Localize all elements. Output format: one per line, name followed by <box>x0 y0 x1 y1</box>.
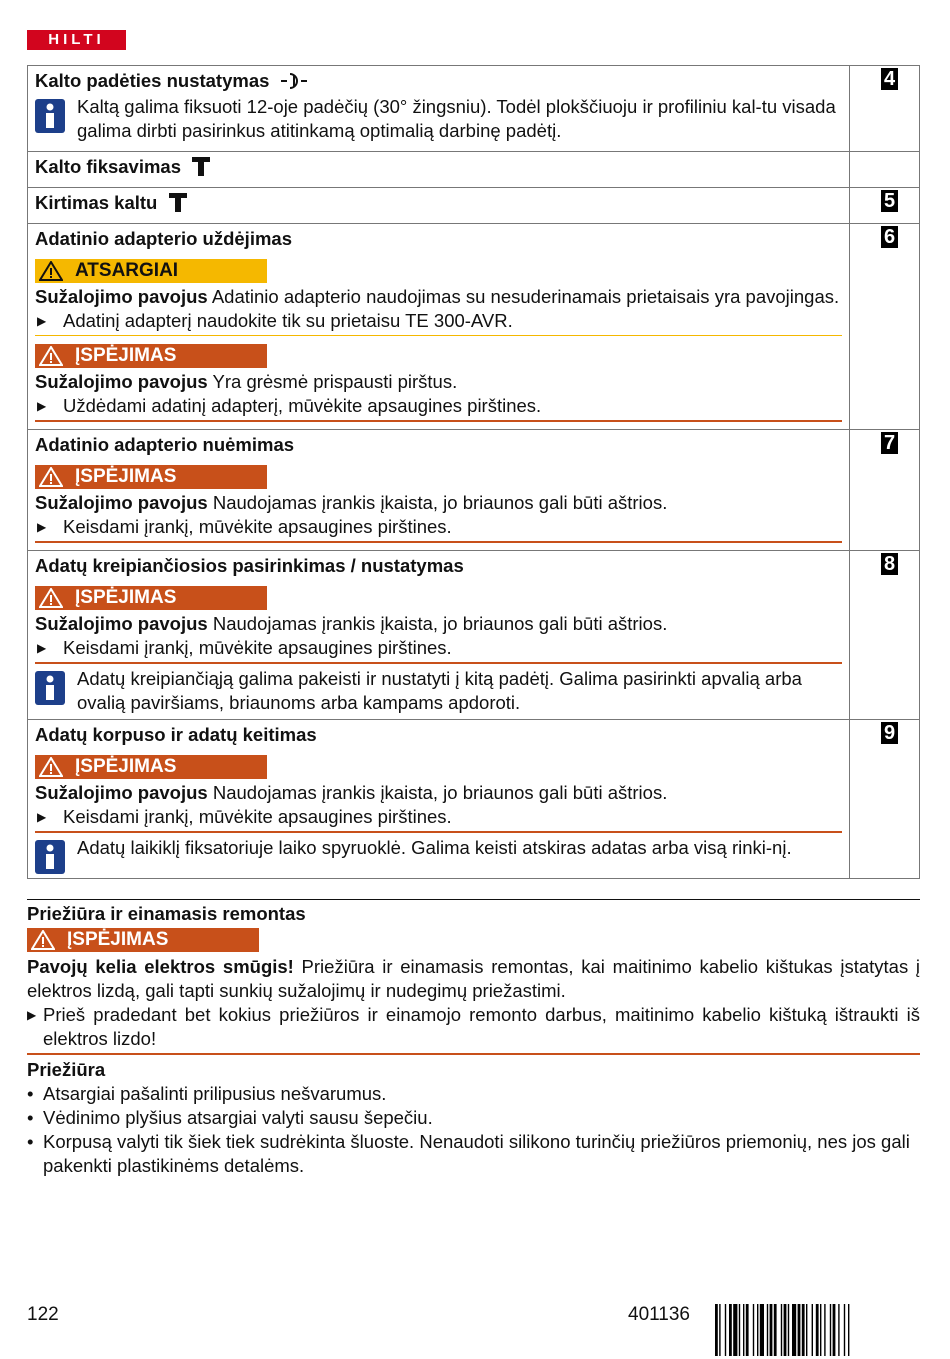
action-item <box>35 515 842 539</box>
step-content <box>28 430 850 551</box>
figure-cell <box>850 720 920 879</box>
list-item-text: Korpusą valyti tik šiek tiek sudrėkinta šluoste. Nenaudoti silikono turinčių priežiūros priemonių, nes jos gali pakenkti plastikinėms detalėms. <box>43 1131 910 1176</box>
figure-cell <box>850 551 920 720</box>
warning-divider <box>27 1053 920 1055</box>
info-note <box>35 667 842 715</box>
warning-lead: Sužalojimo pavojus <box>35 782 208 803</box>
warning-badge <box>35 586 267 610</box>
action-text: Keisdami įrankį, mūvėkite apsaugines pirštines. <box>63 637 452 658</box>
warning-label: ĮSPĖJIMAS <box>75 345 177 366</box>
step-content <box>28 224 850 430</box>
info-icon <box>35 671 65 705</box>
logo-text: HILTI <box>48 31 105 48</box>
warning-badge <box>35 755 267 779</box>
step-content <box>28 551 850 720</box>
barcode-icon <box>715 1304 920 1356</box>
barcode-bar <box>806 1304 807 1356</box>
action-text: Prieš pradedant bet kokius priežiūros ir einamojo remonto darbus, maitinimo kabelio kištuką ištraukti iš elektros lizdo! <box>43 1004 920 1049</box>
action-text: Adatinį adapterį naudokite tik su prietaisu TE 300-AVR. <box>63 310 513 331</box>
hammer-icon <box>169 191 187 213</box>
step-content <box>28 152 850 188</box>
step-title: Adatų kreipiančiosios pasirinkimas / nustatymas <box>35 555 464 576</box>
step-title-text: Kalto fiksavimas <box>35 156 182 177</box>
figure-number: 8 <box>881 553 898 575</box>
figure-number: 9 <box>881 722 898 744</box>
warning-triangle-icon <box>39 346 63 366</box>
info-text: Adatų kreipiančiąją galima pakeisti ir nustatyti į kitą padėtį. Galima pasirinkti apvalią arba ovalią paviršiams, briaunoms arba kampams apdoroti. <box>77 668 802 713</box>
barcode-bar <box>774 1304 777 1356</box>
list-item <box>27 1130 920 1178</box>
barcode-bar <box>719 1304 720 1356</box>
warning-lead: Sužalojimo pavojus <box>35 492 208 513</box>
warning-label: ĮSPĖJIMAS <box>75 466 177 487</box>
barcode-bar <box>830 1304 831 1356</box>
barcode-bar <box>760 1304 764 1356</box>
warning-triangle-icon <box>39 467 63 487</box>
action-text: Keisdami įrankį, mūvėkite apsaugines pirštines. <box>63 516 452 537</box>
figure-number: 5 <box>881 190 898 212</box>
barcode-bar <box>746 1304 749 1356</box>
table-row <box>28 66 920 152</box>
caution-badge <box>35 259 267 283</box>
figure-cell <box>850 152 920 188</box>
caution-text <box>35 285 842 309</box>
info-note <box>35 836 842 874</box>
step-title: Adatinio adapterio nuėmimas <box>35 434 295 455</box>
warning-body: Yra grėsmė prispausti pirštus. <box>207 371 458 392</box>
warning-triangle-icon <box>31 930 55 950</box>
warning-text <box>27 955 920 1003</box>
list-item-text: Atsargiai pašalinti prilipusius nešvarumus. <box>43 1083 387 1104</box>
step-title: Adatinio adapterio uždėjimas <box>35 228 292 249</box>
hammer-icon <box>192 155 210 177</box>
step-title <box>35 69 842 93</box>
caution-label: ATSARGIAI <box>75 260 179 281</box>
maintenance-section <box>27 899 920 1178</box>
barcode-bar <box>816 1304 819 1356</box>
page-number: 122 <box>27 1304 59 1325</box>
figure-cell <box>850 224 920 430</box>
info-icon <box>35 99 65 133</box>
warning-label: ĮSPĖJIMAS <box>75 587 177 608</box>
barcode-bar <box>729 1304 732 1356</box>
warning-divider <box>35 662 842 664</box>
warning-triangle-icon <box>39 261 63 281</box>
barcode-bar <box>844 1304 845 1356</box>
list-item-text: Vėdinimo plyšius atsargiai valyti sausu šepečiu. <box>43 1107 433 1128</box>
table-row <box>28 188 920 224</box>
info-note <box>35 95 842 143</box>
warning-body: Naudojamas įrankis įkaista, jo briaunos gali būti aštrios. <box>207 613 668 634</box>
warning-badge <box>35 344 267 368</box>
action-item <box>35 309 842 333</box>
caution-lead: Sužalojimo pavojus <box>35 286 208 307</box>
warning-triangle-icon <box>39 757 63 777</box>
barcode-bar <box>781 1304 782 1356</box>
caution-body: Adatinio adapterio naudojimas su nesuderinamais prietaisais yra pavojingas. <box>207 286 840 307</box>
step-title-text: Kalto padėties nustatymas <box>35 70 270 91</box>
table-row <box>28 152 920 188</box>
warning-body: Naudojamas įrankis įkaista, jo briaunos gali būti aštrios. <box>207 492 668 513</box>
step-title <box>35 191 842 215</box>
barcode-bar <box>733 1304 737 1356</box>
barcode-bar <box>715 1304 718 1356</box>
step-content <box>28 66 850 152</box>
warning-lead: Sužalojimo pavojus <box>35 613 208 634</box>
barcode-bar <box>838 1304 839 1356</box>
triangle-bullet-icon: ▶ <box>37 314 47 328</box>
triangle-bullet-icon: ▶ <box>37 641 47 655</box>
section-title: Priežiūra ir einamasis remontas <box>27 903 306 924</box>
action-item <box>35 805 842 829</box>
barcode-bar <box>739 1304 740 1356</box>
table-row <box>28 720 920 879</box>
barcode-bar <box>743 1304 744 1356</box>
warning-divider <box>35 831 842 833</box>
warning-text <box>35 370 842 394</box>
barcode-bar <box>848 1304 849 1356</box>
barcode-bar <box>812 1304 813 1356</box>
info-text: Kaltą galima fiksuoti 12-oje padėčių (30° žingsniu). Todėl plokščiuoju ir profiliniu kal-tu visada galima dirbti pasirinkus atitinkamą optimalią darbinę padėtį. <box>77 96 836 141</box>
barcode-bar <box>753 1304 754 1356</box>
table-row <box>28 551 920 720</box>
steps-table <box>27 65 920 879</box>
step-content <box>28 720 850 879</box>
step-title <box>35 155 842 179</box>
warning-badge <box>27 928 259 952</box>
figure-cell <box>850 430 920 551</box>
action-item <box>35 636 842 660</box>
step-content <box>28 188 850 224</box>
warning-text <box>35 491 842 515</box>
warning-label: ĮSPĖJIMAS <box>75 756 177 777</box>
list-item <box>27 1106 920 1130</box>
warning-badge <box>35 465 267 489</box>
triangle-bullet-icon: ▶ <box>37 520 47 534</box>
step-title-text: Kirtimas kaltu <box>35 192 158 213</box>
warning-text <box>35 781 842 805</box>
barcode-bar <box>725 1304 726 1356</box>
figure-cell <box>850 188 920 224</box>
barcode-bar <box>767 1304 768 1356</box>
triangle-bullet-icon: ▶ <box>27 1008 37 1022</box>
bullet-dot: • <box>27 1083 34 1104</box>
list-item <box>27 1082 920 1106</box>
barcode-bar <box>820 1304 821 1356</box>
warning-lead: Sužalojimo pavojus <box>35 371 208 392</box>
document-code: 401136 <box>628 1304 690 1325</box>
barcode-bar <box>784 1304 787 1356</box>
figure-number: 4 <box>881 68 898 90</box>
info-icon <box>35 840 65 874</box>
warning-triangle-icon <box>39 588 63 608</box>
action-text: Keisdami įrankį, mūvėkite apsaugines pirštines. <box>63 806 452 827</box>
barcode-bar <box>824 1304 825 1356</box>
bullet-dot: • <box>27 1107 34 1128</box>
hilti-logo <box>27 30 126 50</box>
step-title: Adatų korpuso ir adatų keitimas <box>35 724 317 745</box>
warning-body: Naudojamas įrankis įkaista, jo briaunos gali būti aštrios. <box>207 782 668 803</box>
warning-body: Priežiūra ir einamasis remontas, kai maitinimo kabelio kištukas įstatytas į elektros lizdą, gali tapti sunkių sužalojimų ir nudegimų priežastimi. <box>27 956 921 1001</box>
triangle-bullet-icon: ▶ <box>37 399 47 413</box>
warning-divider <box>35 420 842 422</box>
barcode-bar <box>770 1304 773 1356</box>
figure-cell <box>850 66 920 152</box>
warning-label: ĮSPĖJIMAS <box>67 929 169 950</box>
warning-divider <box>35 541 842 543</box>
barcode-bar <box>788 1304 789 1356</box>
section-title: Priežiūra <box>27 1059 106 1080</box>
barcode-bar <box>757 1304 758 1356</box>
barcode-bar <box>792 1304 796 1356</box>
barcode-bar <box>833 1304 836 1356</box>
action-item <box>27 1003 920 1051</box>
figure-number: 7 <box>881 432 898 454</box>
figure-number: 6 <box>881 226 898 248</box>
action-item <box>35 394 842 418</box>
triangle-bullet-icon: ▶ <box>37 810 47 824</box>
barcode-bar <box>802 1304 805 1356</box>
caution-divider <box>35 335 842 336</box>
rotate-chisel-icon <box>281 71 307 91</box>
table-row <box>28 224 920 430</box>
warning-lead: Pavojų kelia elektros smūgis! <box>27 956 294 977</box>
bullet-dot: • <box>27 1131 34 1152</box>
table-row <box>28 430 920 551</box>
warning-text <box>35 612 842 636</box>
info-text: Adatų laikiklį fiksatoriuje laiko spyruoklė. Galima keisti atskiras adatas arba visą rinki-nį. <box>77 837 792 858</box>
action-text: Uždėdami adatinį adapterį, mūvėkite apsaugines pirštines. <box>63 395 542 416</box>
barcode-bar <box>798 1304 801 1356</box>
